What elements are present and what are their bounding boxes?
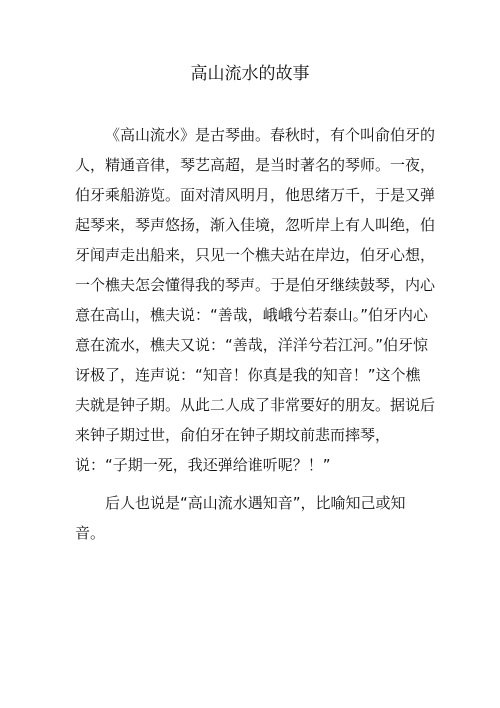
document-body: [75, 120, 435, 548]
paragraph: 《高山流水》是古琴曲。春秋时，有个叫俞伯牙的人，精通音律，琴艺高超，是当时著名的琴师。一夜，伯牙乘船游览。面对清风明月，他思绪万千，于是又弹起琴来，琴声悠扬，渐入佳境，忽听岸上有人叫绝，伯牙闻声走出船来，只见一个樵夫站在岸边，伯牙心想，一个樵夫怎会懂得我的琴声。于是伯牙继续鼓琴，内心意在高山，樵夫说：“善哉，峨峨兮若泰山。”伯牙内心意在流水，樵夫又说：“善哉，洋洋兮若江河。”伯牙惊讶极了，连声说：“知音！你真是我的知音！”这个樵夫就是钟子期。从此二人成了非常要好的朋友。据说后来钟子期过世，俞伯牙在钟子期坟前悲而摔琴，说：“子期一死，我还弹给谁听呢？！”: [75, 126, 436, 474]
paragraph: 后人也说是“高山流水遇知音”，比喻知己或知音。: [75, 494, 406, 542]
document-title: 高山流水的故事: [190, 64, 310, 84]
